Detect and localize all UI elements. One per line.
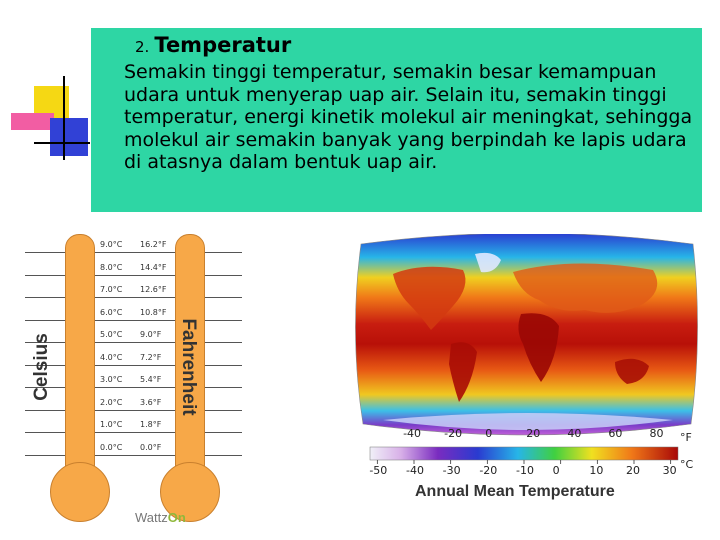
map-caption: Annual Mean Temperature <box>415 483 615 500</box>
celsius-tick-label: 5.0°C <box>100 330 123 339</box>
celsius-tick-label: 4.0°C <box>100 352 123 362</box>
gridline-right <box>204 410 242 411</box>
fahrenheit-tick-label: 9.0°F <box>140 330 162 339</box>
gridline-middle <box>94 432 175 433</box>
celsius-tick-label: 6.0°C <box>100 307 123 317</box>
gridline-right <box>204 252 242 253</box>
unit-celsius: °C <box>680 458 694 471</box>
celsius-scale-label: 10 <box>589 464 604 477</box>
temperature-map-panel <box>353 234 700 534</box>
fahrenheit-tick-label: 0.0°F <box>140 442 162 452</box>
celsius-tick-label: 8.0°C <box>100 262 123 272</box>
decor-horizontal-line <box>34 142 90 144</box>
decor-pink-square <box>11 113 54 130</box>
gridline-middle <box>94 297 175 298</box>
gridline-right <box>204 387 242 388</box>
gridline-middle <box>94 275 175 276</box>
celsius-tick-label: 3.0°C <box>100 375 123 384</box>
thermometer-illustration <box>20 222 250 532</box>
celsius-tube <box>65 234 95 491</box>
celsius-scale-label: -40 <box>406 464 424 477</box>
gridline-middle <box>94 410 175 411</box>
fahrenheit-tick-label: 12.6°F <box>140 285 167 294</box>
fahrenheit-scale-label: 20 <box>526 427 541 440</box>
celsius-scale-label: -10 <box>516 464 534 477</box>
colorbar <box>370 447 678 460</box>
gridline-left <box>25 275 65 276</box>
fahrenheit-tick-label: 1.8°F <box>140 420 162 429</box>
fahrenheit-tick-label: 14.4°F <box>140 262 167 272</box>
celsius-tick-label: 9.0°C <box>100 240 123 249</box>
gridline-middle <box>94 387 175 388</box>
celsius-scale-label: -50 <box>369 464 388 477</box>
gridline-left <box>25 455 65 456</box>
celsius-tick-label: 0.0°C <box>100 442 123 452</box>
gridline-right <box>204 320 242 321</box>
celsius-scale-label: -20 <box>479 464 498 477</box>
fahrenheit-tick-label: 5.4°F <box>140 375 162 384</box>
unit-fahrenheit: °F <box>680 431 692 444</box>
gridline-middle <box>94 455 175 456</box>
fahrenheit-scale-label: -20 <box>444 427 463 440</box>
celsius-tick-label: 7.0°C <box>100 285 123 294</box>
gridline-middle <box>94 342 175 343</box>
fahrenheit-tick-label: 10.8°F <box>140 307 167 317</box>
gridline-left <box>25 432 65 433</box>
fahrenheit-scale-label: -40 <box>403 427 422 440</box>
gridline-left <box>25 297 65 298</box>
gridline-right <box>204 275 242 276</box>
gridline-middle <box>94 320 175 321</box>
gridline-right <box>204 297 242 298</box>
body-paragraph: Semakin tinggi temperatur, semakin besar kemampuan udara untuk menyerap uap air. Selain itu, semakin tinggi temperatur, energi kinetik molekul air meningkat, sehingga molekul air semakin banyak yang berpindah ke lapis udara di atasnya dalam bentuk uap air. <box>124 61 693 173</box>
celsius-axis-label: Celsius <box>31 333 52 401</box>
logo-wattz-text: Wattz <box>135 510 168 525</box>
fahrenheit-tick-label: 16.2°F <box>140 240 167 249</box>
gridline-right <box>204 432 242 433</box>
celsius-scale-label: 30 <box>662 464 677 477</box>
slide-heading <box>135 33 291 57</box>
gridline-middle <box>94 252 175 253</box>
gridline-middle <box>94 365 175 366</box>
gridline-right <box>204 455 242 456</box>
celsius-scale-label: -30 <box>442 464 461 477</box>
fahrenheit-scale-label: 40 <box>567 427 582 440</box>
celsius-tick-label: 1.0°C <box>100 420 123 429</box>
slide-title: Temperatur <box>154 33 292 57</box>
decor-vertical-line <box>63 76 65 160</box>
gridline-right <box>204 342 242 343</box>
fahrenheit-axis-label: Fahrenheit <box>178 318 199 416</box>
wattzon-logo <box>135 510 186 525</box>
celsius-tick-label: 2.0°C <box>100 397 123 407</box>
gridline-left <box>25 252 65 253</box>
gridline-left <box>25 320 65 321</box>
slide-number: 2. <box>135 38 150 56</box>
fahrenheit-scale-label: 60 <box>608 427 623 440</box>
celsius-scale-label: 0 <box>552 464 560 477</box>
fahrenheit-scale-label: 80 <box>649 427 664 440</box>
fahrenheit-scale-label: 0 <box>485 427 493 440</box>
celsius-bulb <box>50 462 110 522</box>
fahrenheit-tick-label: 7.2°F <box>140 352 162 362</box>
gridline-left <box>25 410 65 411</box>
fahrenheit-tick-label: 3.6°F <box>140 397 162 407</box>
decor-blue-square <box>50 118 88 156</box>
gridline-right <box>204 365 242 366</box>
logo-on-text: On <box>167 510 186 525</box>
celsius-scale-label: 20 <box>626 464 640 477</box>
